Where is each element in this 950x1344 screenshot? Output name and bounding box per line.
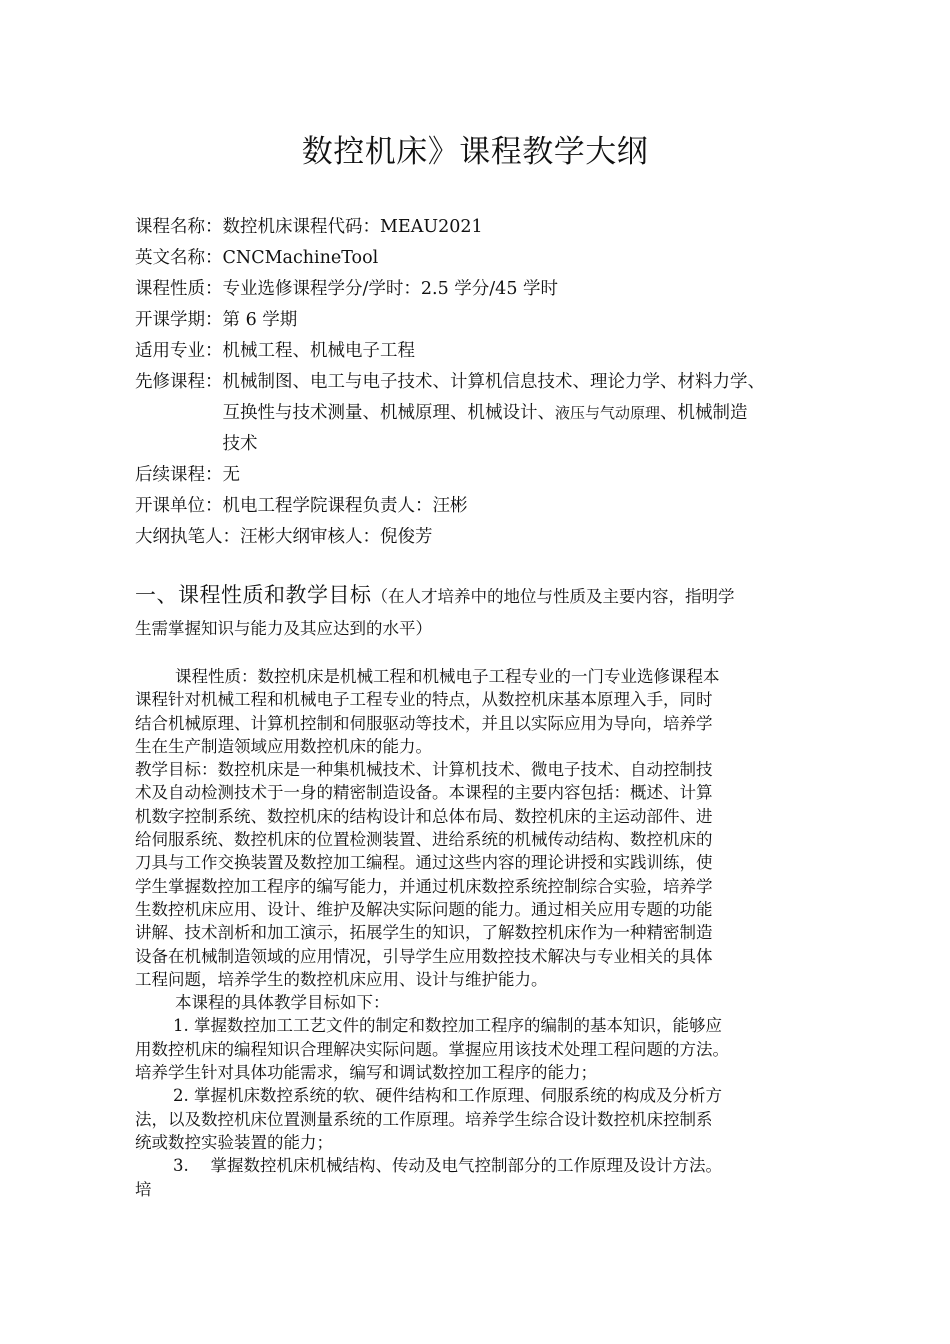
info-value: [223, 367, 826, 460]
section-title: 一、课程性质和教学目标: [135, 583, 372, 607]
body-line: 用数控机床的编程知识合理解决实际问题。掌握应用该技术处理工程问题的方法。: [135, 1039, 729, 1059]
body-line: 术及自动检测技术于一身的精密制造设备。本课程的主要内容包括：概述、计算: [135, 783, 713, 803]
info-row-semester: [135, 305, 825, 336]
info-label: 大纲执笔人：: [135, 527, 240, 547]
body-line: 生在生产制造领域应用数控机床的能力。: [135, 736, 432, 756]
info-value: 第 6 学期: [222, 310, 298, 330]
body-line: 3. 掌握数控机床机械结构、传动及电气控制部分的工作原理及设计方法。: [173, 1156, 722, 1176]
body-line: 法，以及数控机床位置测量系统的工作原理。培养学生综合设计数控机床控制系: [135, 1109, 713, 1129]
info-value: 机械工程、机械电子工程: [222, 341, 415, 361]
prerequisites-line-2: [223, 398, 826, 429]
info-label: 课程名称：: [135, 217, 223, 237]
info-label: 先修课程：: [135, 372, 223, 392]
info-row-prerequisites: [135, 367, 825, 460]
body-line: 讲解、技术剖析和加工演示，拓展学生的知识，了解数控机床作为一种精密制造: [135, 923, 713, 943]
section-note-line-2: 生需掌握知识与能力及其应达到的水平）: [135, 619, 432, 638]
prerequisites-text-small: 液压与气动原理: [555, 404, 661, 422]
prerequisites-line-3: 技术: [222, 434, 258, 454]
body-line: 2. 掌握机床数控系统的软、硬件结构和工作原理、伺服系统的构成及分析方: [173, 1086, 722, 1106]
body-line: 课程性质：数控机床是机械工程和机械电子工程专业的一门专业选修课程本: [175, 667, 720, 686]
body-line: 机数字控制系统、数控机床的结构设计和总体布局、数控机床的主运动部件、进: [135, 806, 713, 826]
info-row-english-name: [135, 243, 825, 274]
info-row-unit: [135, 491, 825, 522]
body-line: 设备在机械制造领域的应用情况，引导学生应用数控技术解决与专业相关的具体: [135, 946, 713, 966]
info-value: 机电工程学院课程负责人：汪彬: [222, 496, 468, 516]
prerequisites-text: 互换性与技术测量、机械原理、机械设计、: [222, 403, 555, 423]
info-label: 后续课程：: [135, 465, 223, 485]
info-value: CNCMachineTool: [222, 248, 379, 268]
section-note: （在人才培养中的地位与性质及主要内容，指明学: [371, 587, 735, 606]
info-row-major: [135, 336, 825, 367]
body-line: 本课程的具体教学目标如下：: [175, 993, 390, 1013]
body-line: 统或数控实验装置的能力；: [135, 1132, 333, 1152]
body-line: 工程问题，培养学生的数控机床应用、设计与维护能力。: [135, 969, 548, 989]
info-label: 开课单位：: [135, 496, 223, 516]
body-line: 1. 掌握数控加工工艺文件的制定和数控加工程序的编制的基本知识，能够应: [173, 1016, 722, 1036]
info-value: 无: [222, 465, 240, 485]
body-line: 课程针对机械工程和机械电子工程专业的特点，从数控机床基本原理入手，同时: [135, 690, 713, 710]
info-row-follow-up: [135, 460, 825, 491]
info-label: 适用专业：: [135, 341, 223, 361]
info-row-author: [135, 522, 825, 553]
body-line: 结合机械原理、计算机控制和伺服驱动等技术，并且以实际应用为导向，培养学: [135, 713, 713, 733]
info-label: 课程性质：: [135, 279, 223, 299]
section-heading-line-1: [135, 578, 825, 612]
prerequisites-line-1: 机械制图、电工与电子技术、计算机信息技术、理论力学、材料力学、: [222, 372, 765, 392]
prerequisites-text: 、机械制造: [660, 403, 748, 423]
body-line: 刀具与工作交换装置及数控加工编程。通过这些内容的理论讲授和实践训练，使: [135, 853, 713, 873]
section-heading: [135, 578, 825, 646]
body-line: 学生掌握数控加工程序的编写能力，并通过机床数控系统控制综合实验，培养学: [135, 876, 713, 896]
body-line: 生数控机床应用、设计、维护及解决实际问题的能力。通过相关应用专题的功能: [135, 899, 713, 919]
body-line: 教学目标：数控机床是一种集机械技术、计算机技术、微电子技术、自动控制技: [135, 760, 713, 780]
info-value: 数控机床课程代码：MEAU2021: [222, 217, 483, 237]
info-value: 汪彬大纲审核人：倪俊芳: [240, 527, 433, 547]
info-label: 英文名称：: [135, 248, 223, 268]
info-label: 开课学期：: [135, 310, 223, 330]
body-text: [135, 665, 825, 1201]
info-row-course-name: [135, 212, 825, 243]
info-row-course-nature: [135, 274, 825, 305]
body-line: 给伺服系统、数控机床的位置检测装置、进给系统的机械传动结构、数控机床的: [135, 830, 713, 850]
body-line: 培养学生针对具体功能需求，编写和调试数控加工程序的能力；: [135, 1063, 597, 1083]
info-value: 专业选修课程学分/学时：2.5 学分/45 学时: [222, 279, 559, 299]
body-line: 培: [135, 1179, 152, 1199]
document-title: 数控机床》课程教学大纲: [301, 134, 649, 170]
course-info-block: [135, 212, 825, 553]
